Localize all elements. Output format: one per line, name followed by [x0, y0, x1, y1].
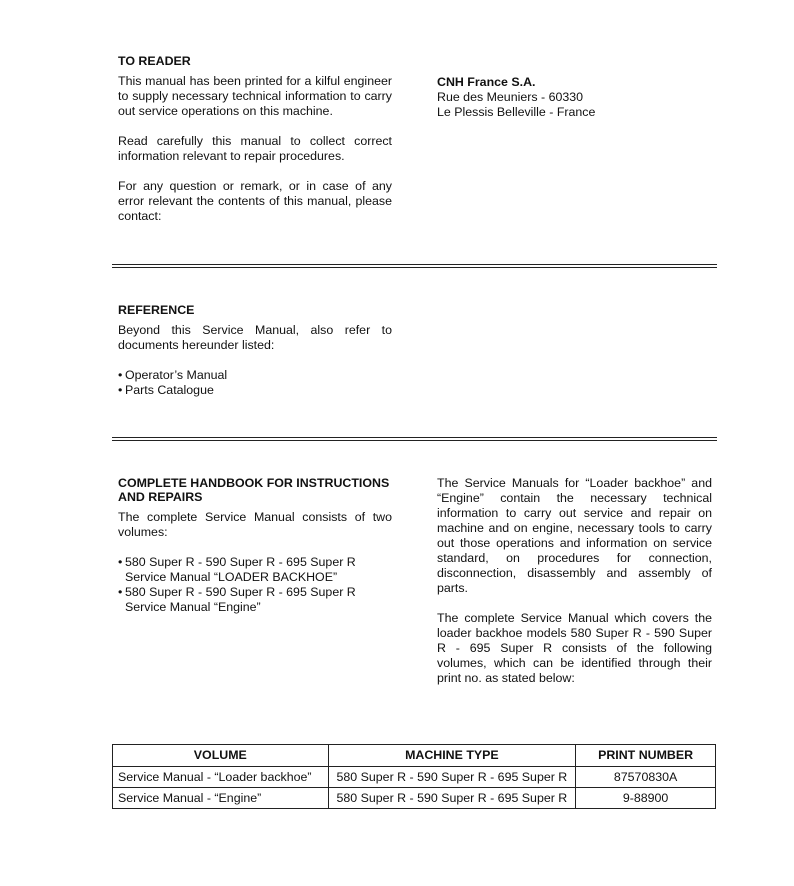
- handbook-title-line-1: COMPLETE HANDBOOK FOR INSTRUCTIONS: [118, 476, 390, 490]
- handbook-right-paragraph-1: The Service Manuals for “Loader backhoe” and “Engine” contain the necessary technical information to carry out service and repair on machine and on engine, necessary tools to carry out those operations and information on service standard, on procedures for connection, disconnection, disassembly and assembly of parts.: [437, 476, 712, 595]
- handbook-item-models: • 580 Super R - 590 Super R - 695 Super R: [125, 585, 356, 599]
- handbook-description: [437, 476, 712, 686]
- to-reader-paragraph-3: For any question or remark, or in case of any error relevant the contents of this manual, please contact:: [118, 179, 392, 223]
- to-reader-paragraph-2: Read carefully this manual to collect correct information relevant to repair procedures.: [118, 134, 392, 163]
- handbook-title-line-2: AND REPAIRS: [118, 490, 203, 504]
- cell-print-number: 87570830A: [576, 767, 716, 788]
- handbook-right-paragraph-2: The complete Service Manual which covers the loader backhoe models 580 Super R - 590 Super R - 695 Super R consists of the following volumes, which can be identified through their print no. as stated below:: [437, 611, 712, 685]
- handbook-item-loader-backhoe: [118, 555, 392, 585]
- handbook-title: [118, 476, 392, 504]
- reference-intro: Beyond this Service Manual, also refer to documents hereunder listed:: [118, 323, 392, 352]
- cell-print-number: 9-88900: [576, 788, 716, 809]
- cell-volume: Service Manual - “Engine”: [113, 788, 329, 809]
- contact-city: Le Plessis Belleville - France: [437, 105, 596, 119]
- handbook-item-manual: Service Manual “Engine”: [125, 600, 261, 614]
- reference-item-parts-catalogue: • Parts Catalogue: [118, 383, 392, 398]
- reference-list: [118, 368, 392, 398]
- header-print-number: PRINT NUMBER: [576, 745, 716, 767]
- to-reader-section: [118, 54, 392, 224]
- section-divider-1: [112, 264, 717, 268]
- reference-item-operators-manual: • Operator’s Manual: [118, 368, 392, 383]
- handbook-volume-list: [118, 555, 392, 615]
- section-divider-2: [112, 437, 717, 441]
- to-reader-paragraph-1: This manual has been printed for a kilful engineer to supply necessary technical information to carry out service operations on this machine.: [118, 74, 392, 118]
- table-header-row: [113, 745, 716, 767]
- table-row: [113, 788, 716, 809]
- cell-machine-type: 580 Super R - 590 Super R - 695 Super R: [328, 767, 576, 788]
- handbook-item-models: • 580 Super R - 590 Super R - 695 Super R: [125, 555, 356, 569]
- table-row: [113, 767, 716, 788]
- to-reader-title: TO READER: [118, 54, 191, 68]
- handbook-item-engine: [118, 585, 392, 615]
- cell-volume: Service Manual - “Loader backhoe”: [113, 767, 329, 788]
- contact-address: [437, 75, 712, 120]
- reference-section: [118, 303, 392, 398]
- handbook-item-manual: Service Manual “LOADER BACKHOE”: [125, 570, 338, 584]
- cell-machine-type: 580 Super R - 590 Super R - 695 Super R: [328, 788, 576, 809]
- header-machine-type: MACHINE TYPE: [328, 745, 576, 767]
- contact-company: CNH France S.A.: [437, 75, 536, 89]
- volumes-table: [112, 744, 716, 809]
- handbook-intro: The complete Service Manual consists of two volumes:: [118, 510, 392, 539]
- handbook-section: [118, 476, 392, 615]
- contact-street: Rue des Meuniers - 60330: [437, 90, 584, 104]
- header-volume: VOLUME: [113, 745, 329, 767]
- reference-title: REFERENCE: [118, 303, 195, 317]
